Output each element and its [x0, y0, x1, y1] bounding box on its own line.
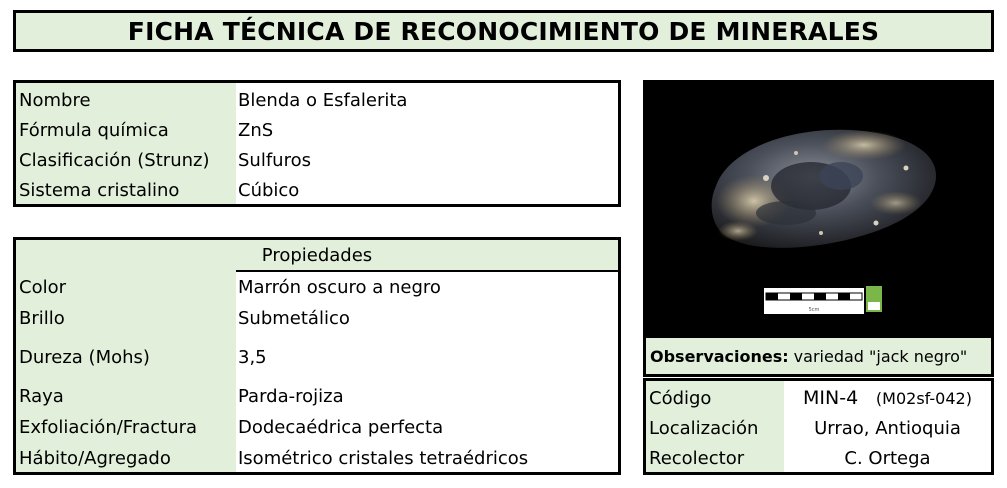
location-value: Urrao, Antioquia: [814, 417, 961, 439]
table-row: [16, 303, 618, 333]
table-row: [646, 383, 991, 413]
location-label: Localización: [649, 417, 759, 439]
properties-header-text: Propiedades: [261, 244, 373, 266]
row-value: Submetálico: [238, 307, 350, 329]
page-title: [13, 10, 994, 52]
properties-table: [13, 237, 621, 475]
row-label: Exfoliación/Fractura: [19, 416, 198, 438]
properties-header: [16, 240, 618, 272]
row-label: Nombre: [19, 89, 91, 111]
code-main: MIN-4: [803, 387, 859, 409]
table-row: [16, 337, 618, 377]
row-value: Parda-rojiza: [238, 385, 344, 407]
identification-table: [13, 80, 621, 207]
row-value: Sulfuros: [238, 149, 311, 171]
observations-label: Observaciones:: [650, 346, 789, 366]
table-row: [646, 443, 991, 473]
table-row: [646, 413, 991, 443]
row-label: Clasificación (Strunz): [19, 149, 210, 171]
row-value: ZnS: [238, 119, 274, 141]
row-label: Hábito/Agregado: [19, 447, 171, 469]
row-value: Blenda o Esfalerita: [238, 89, 408, 111]
table-row: [16, 115, 618, 145]
code-value: [784, 387, 991, 409]
row-value: Isométrico cristales tetraédricos: [238, 447, 529, 469]
row-value: Dodecaédrica perfecta: [238, 416, 444, 438]
mineral-photo: [646, 83, 991, 338]
table-row: [16, 85, 618, 115]
row-value: 3,5: [238, 346, 267, 368]
row-label: Fórmula química: [19, 119, 169, 141]
row-label: Color: [19, 276, 66, 298]
table-row: [16, 443, 618, 473]
table-row: [16, 381, 618, 411]
observations-value: variedad "jack negro": [793, 346, 968, 366]
row-label: Dureza (Mohs): [19, 346, 150, 368]
scale-bar: [764, 286, 882, 314]
row-label: Brillo: [19, 307, 65, 329]
scale-bar-label: 5cm: [808, 307, 820, 313]
mineral-photo-panel: [643, 80, 994, 377]
sample-meta-table: [643, 378, 994, 475]
observations: [646, 336, 991, 374]
table-row: [16, 175, 618, 205]
row-value: Marrón oscuro a negro: [238, 276, 441, 298]
table-row: [16, 412, 618, 442]
collector-label: Recolector: [649, 447, 745, 469]
code-sub: (M02sf-042): [875, 389, 972, 408]
collector-value: C. Ortega: [844, 447, 931, 469]
row-label: Sistema cristalino: [19, 179, 180, 201]
table-row: [16, 272, 618, 302]
table-row: [16, 145, 618, 175]
page-title-text: FICHA TÉCNICA DE RECONOCIMIENTO DE MINERALES: [127, 16, 880, 46]
code-label: Código: [649, 387, 712, 409]
row-value: Cúbico: [238, 179, 300, 201]
row-label: Raya: [19, 385, 64, 407]
